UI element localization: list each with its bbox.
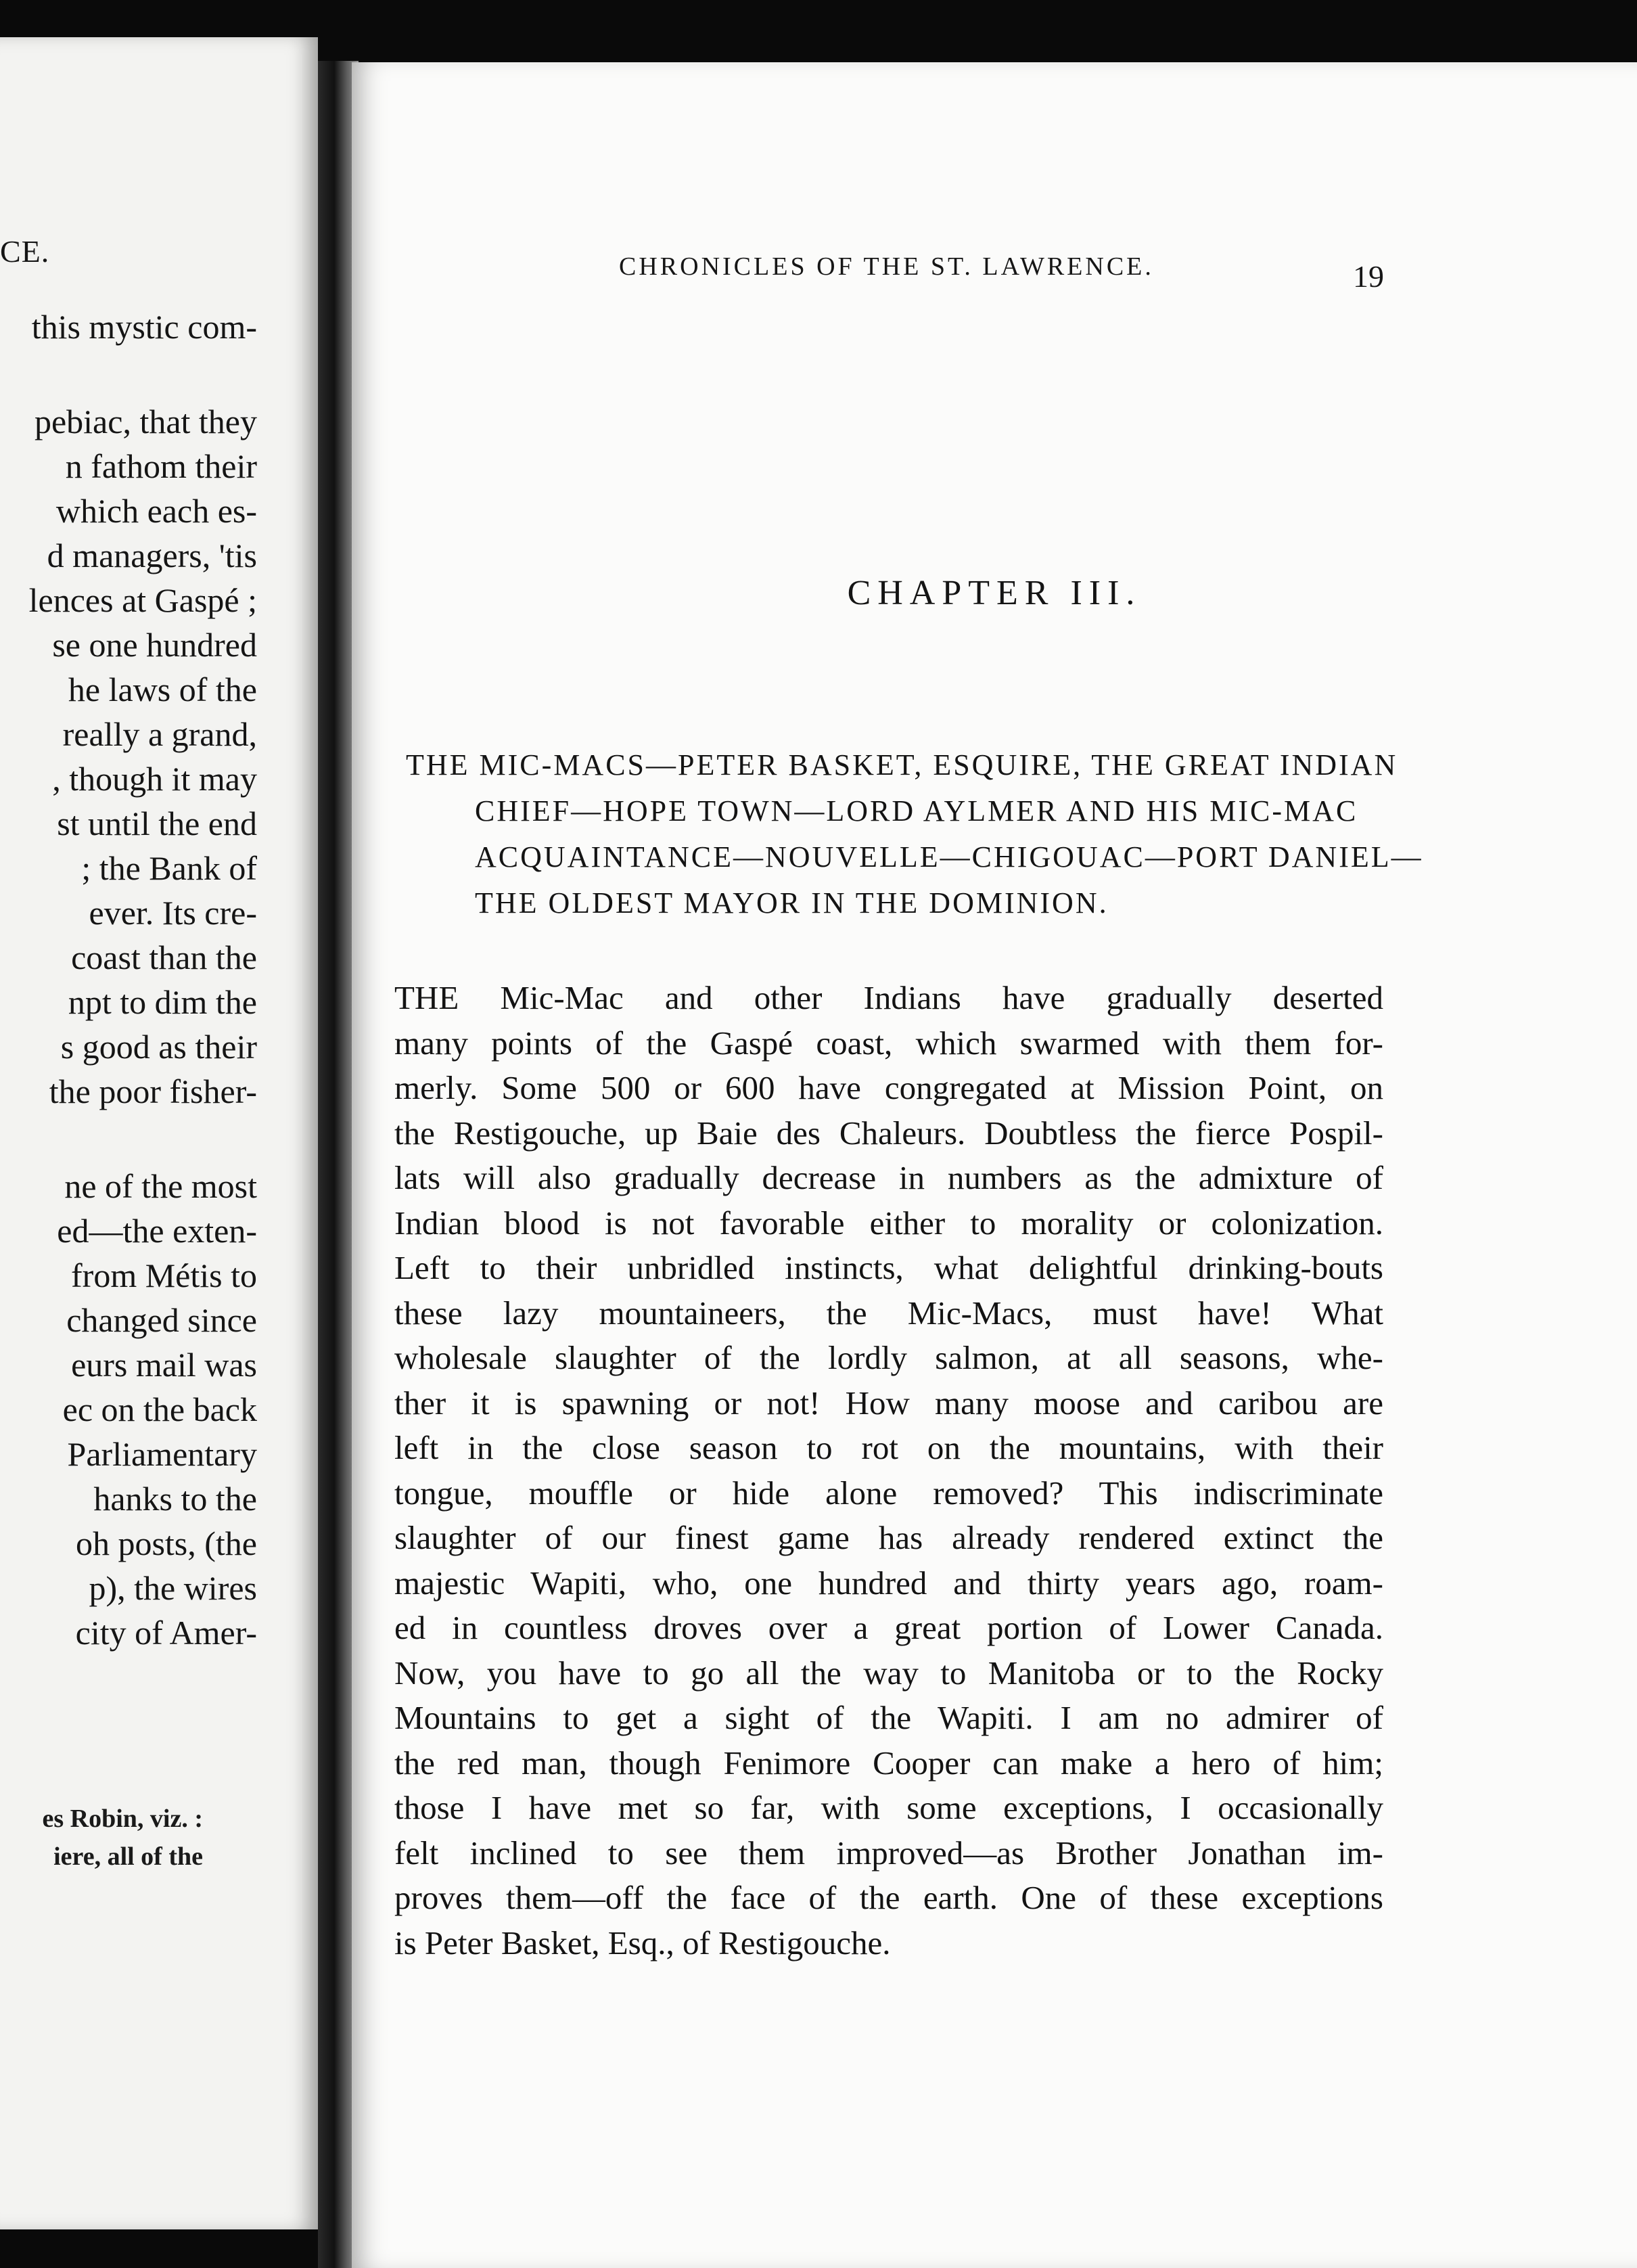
body-line: left in the close season to rot on the mountains, with their	[394, 1429, 1383, 1466]
body-line: wholesale slaughter of the lordly salmon, at all seasons, whe-	[394, 1339, 1383, 1376]
left-text-line: ec on the back	[62, 1390, 257, 1428]
body-line: tongue, mouffle or hide alone removed? This indiscriminate	[394, 1474, 1383, 1512]
body-line: ed in countless droves over a great portion of Lower Canada.	[394, 1609, 1383, 1646]
left-text-line: s good as their	[60, 1028, 257, 1066]
left-text-line: npt to dim the	[68, 983, 257, 1021]
left-text-line: hanks to the	[93, 1480, 257, 1518]
left-running-head: CE.	[0, 234, 50, 269]
body-line: many points of the Gaspé coast, which swarmed with them for-	[394, 1024, 1383, 1062]
left-text-line: , though it may	[52, 760, 257, 798]
left-text-line: st until the end	[57, 804, 257, 842]
left-text-line: the poor fisher-	[49, 1072, 257, 1110]
body-line: is Peter Basket, Esq., of Restigouche.	[394, 1924, 891, 1961]
body-line: slaughter of our finest game has already rendered extinct the	[394, 1519, 1383, 1556]
body-line: Now, you have to go all the way to Manitoba or to the Rocky	[394, 1654, 1383, 1692]
left-text-line: d managers, 'tis	[47, 537, 257, 574]
left-page-text	[0, 304, 257, 1655]
left-text-line: n fathom their	[65, 447, 257, 485]
body-line: majestic Wapiti, who, one hundred and thirty years ago, roam-	[394, 1564, 1383, 1602]
body-line: the Restigouche, up Baie des Chaleurs. Doubtless the fierce Pospil-	[394, 1114, 1383, 1152]
left-page	[0, 37, 318, 2229]
left-text-line: lences at Gaspé ;	[28, 581, 257, 619]
body-line: proves them—off the face of the earth. One of these exceptions	[394, 1879, 1383, 1916]
left-text-line: changed since	[66, 1301, 257, 1339]
left-text-line: city of Amer-	[75, 1614, 257, 1652]
body-line: merly. Some 500 or 600 have congregated at Mission Point, on	[394, 1069, 1383, 1106]
body-line: Mountains to get a sight of the Wapiti. I am no admirer of	[394, 1699, 1383, 1736]
left-text-line: Parliamentary	[67, 1435, 257, 1473]
left-text-line: p), the wires	[89, 1569, 257, 1607]
page-number: 19	[1353, 259, 1384, 294]
left-text-line: se one hundred	[52, 626, 257, 664]
left-text-line: eurs mail was	[71, 1346, 257, 1384]
left-footnote-line: iere, all of the	[53, 1842, 203, 1871]
left-page-footnotes	[0, 1800, 203, 1876]
body-line: those I have met so far, with some exceptions, I occasionally	[394, 1789, 1383, 1826]
left-text-line: coast than the	[71, 938, 257, 976]
body-line: lats will also gradually decrease in numbers as the admixture of	[394, 1159, 1383, 1196]
synopsis-line: THE OLDEST MAYOR IN THE DOMINION.	[475, 886, 1109, 920]
left-text-line: oh posts, (the	[75, 1524, 257, 1562]
left-text-line: ed—the exten-	[57, 1212, 257, 1250]
left-text-line	[0, 349, 257, 399]
body-text	[394, 976, 1383, 1966]
chapter-title: CHAPTER III.	[847, 574, 1142, 612]
body-line: Indian blood is not favorable either to morality or colonization.	[394, 1204, 1383, 1242]
left-text-line: from Métis to	[71, 1256, 257, 1294]
body-line: the red man, though Fenimore Cooper can make a hero of him;	[394, 1744, 1383, 1782]
synopsis-line: CHIEF—HOPE TOWN—LORD AYLMER AND HIS MIC-MAC	[475, 794, 1358, 827]
left-text-line: ne of the most	[64, 1167, 257, 1205]
body-line: felt inclined to see them improved—as Brother Jonathan im-	[394, 1834, 1383, 1872]
synopsis-line: ACQUAINTANCE—NOUVELLE—CHIGOUAC—PORT DANIEL—	[475, 840, 1423, 874]
left-footnote-line: es Robin, viz. :	[42, 1805, 203, 1833]
body-line: THE Mic-Mac and other Indians have gradually deserted	[394, 979, 1383, 1016]
left-text-line: this mystic com-	[31, 308, 257, 346]
left-text-line: which each es-	[55, 492, 257, 530]
chapter-synopsis	[406, 742, 1423, 926]
left-text-line: he laws of the	[68, 671, 257, 708]
running-head: CHRONICLES OF THE ST. LAWRENCE.	[619, 252, 1154, 281]
body-line: Left to their unbridled instincts, what delightful drinking-bouts	[394, 1249, 1383, 1286]
left-text-line: really a grand,	[62, 715, 257, 753]
left-text-line: ; the Bank of	[81, 849, 257, 887]
left-text-line	[0, 1114, 257, 1164]
body-line: these lazy mountaineers, the Mic-Macs, must have! What	[394, 1294, 1383, 1332]
synopsis-line: THE MIC-MACS—PETER BASKET, ESQUIRE, THE GREAT INDIAN	[406, 748, 1398, 781]
left-text-line: pebiac, that they	[34, 403, 257, 440]
body-line: ther it is spawning or not! How many moose and caribou are	[394, 1384, 1383, 1422]
left-text-line: ever. Its cre-	[89, 894, 257, 932]
right-page	[352, 62, 1637, 2268]
